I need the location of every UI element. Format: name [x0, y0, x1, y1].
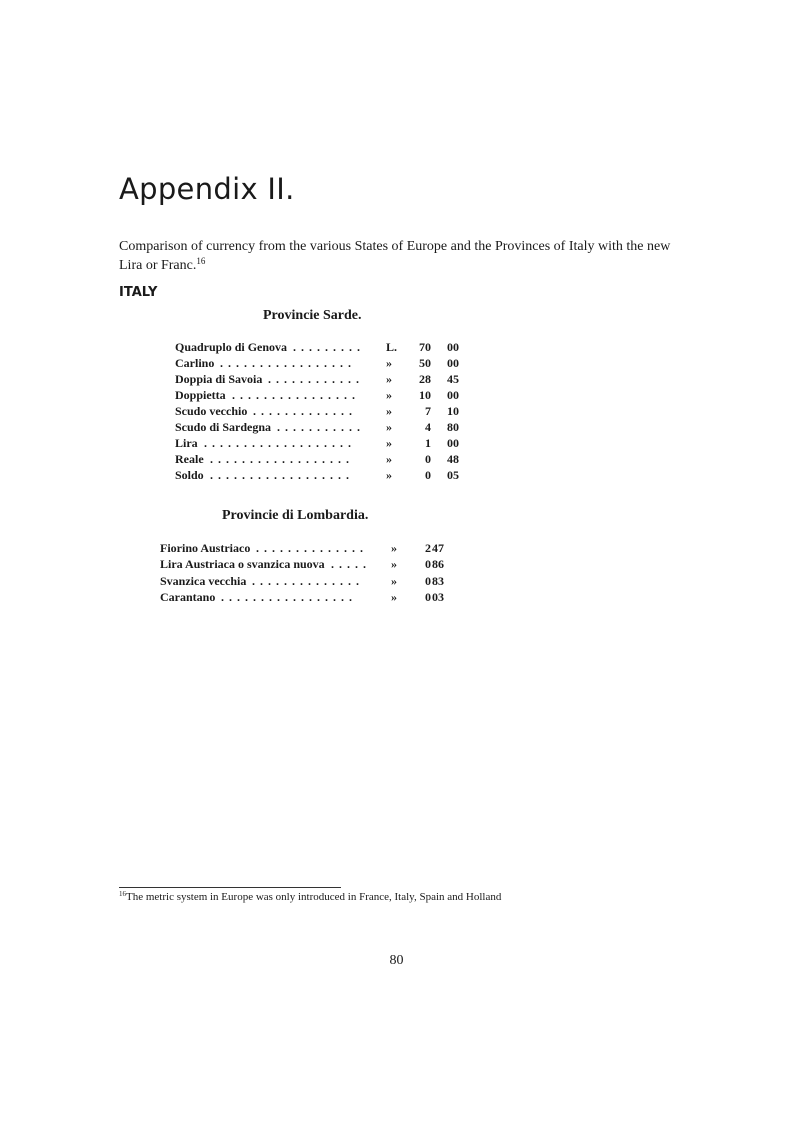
- currency-name: Carantano: [160, 589, 216, 604]
- table-row: [175, 435, 465, 451]
- dot-leader: ..................: [210, 468, 354, 482]
- value-centesimi: 48: [447, 452, 459, 466]
- value-lire: 50: [419, 356, 431, 370]
- dot-leader: ..............: [252, 573, 364, 588]
- value-centesimi: 80: [447, 420, 459, 434]
- currency-unit: »: [391, 573, 397, 588]
- dot-leader: .........: [293, 340, 365, 354]
- value-centesimi: 86: [432, 557, 444, 572]
- intro-paragraph: [119, 237, 679, 275]
- table-row: [175, 419, 465, 435]
- currency-unit: L.: [386, 340, 398, 354]
- dot-leader: ...................: [204, 436, 356, 450]
- footnote: [119, 891, 501, 903]
- table-row: [175, 403, 465, 419]
- table-row: [160, 573, 460, 589]
- currency-name: Lira: [175, 436, 198, 450]
- currency-name: Doppietta: [175, 388, 226, 402]
- value-lire: 7: [425, 404, 431, 418]
- currency-unit: »: [391, 541, 397, 555]
- section-heading-italy: ITALY: [119, 285, 158, 300]
- intro-text: Comparison of currency from the various States of Europe and the Provinces of Italy with the new Lira or Franc.: [119, 239, 671, 273]
- value-lire: 28: [419, 372, 431, 386]
- value-centesimi: 00: [447, 388, 459, 402]
- dot-leader: ............: [268, 372, 364, 386]
- dot-leader: ..............: [256, 541, 368, 555]
- value-centesimi: 83: [432, 573, 444, 588]
- currency-unit: »: [386, 436, 392, 450]
- value-lire: 10: [419, 388, 431, 402]
- currency-name: Scudo di Sardegna: [175, 420, 272, 434]
- currency-name: Svanzica vecchia: [160, 573, 247, 588]
- currency-name: Doppia di Savoia: [175, 372, 263, 386]
- dot-leader: .....: [331, 557, 371, 572]
- table-row: [160, 556, 460, 572]
- currency-unit: »: [386, 420, 392, 434]
- footnote-reference[interactable]: 16: [196, 256, 206, 266]
- dot-leader: .............: [253, 404, 357, 418]
- page-number: 80: [389, 953, 404, 968]
- currency-unit: »: [386, 404, 392, 418]
- currency-name: Carlino: [175, 356, 215, 370]
- value-lire: 0: [425, 557, 431, 572]
- dot-leader: ................: [232, 388, 360, 402]
- dot-leader: ..................: [210, 452, 354, 466]
- value-lire: 70: [419, 340, 431, 354]
- currency-unit: »: [386, 356, 392, 370]
- currency-name: Lira Austriaca o svanzica nuova: [160, 557, 325, 572]
- currency-name: Scudo vecchio: [175, 404, 248, 418]
- table-row: [160, 589, 460, 605]
- table-row: [175, 371, 465, 387]
- value-centesimi: 47: [432, 541, 444, 555]
- value-centesimi: 05: [447, 468, 459, 482]
- currency-unit: »: [391, 557, 397, 572]
- value-centesimi: 10: [447, 404, 459, 418]
- value-lire: 0: [425, 452, 431, 466]
- value-lire: 0: [425, 468, 431, 482]
- currency-name: Soldo: [175, 468, 204, 482]
- currency-unit: »: [391, 589, 397, 604]
- table-title-provincie-sarde: Provincie Sarde.: [263, 308, 362, 323]
- dot-leader: .................: [220, 356, 356, 370]
- currency-name: Fiorino Austriaco: [160, 541, 251, 555]
- currency-name: Reale: [175, 452, 204, 466]
- value-lire: 4: [425, 420, 431, 434]
- value-centesimi: 00: [447, 340, 459, 354]
- table-row: [175, 387, 465, 403]
- currency-unit: »: [386, 468, 392, 482]
- value-lire: 0: [425, 589, 431, 604]
- dot-leader: .................: [221, 589, 357, 604]
- currency-name: Quadruplo di Genova: [175, 340, 288, 354]
- table-row: [160, 540, 460, 556]
- table-title-provincie-lombardia: Provincie di Lombardia.: [222, 508, 369, 523]
- currency-unit: »: [386, 388, 392, 402]
- footnote-number: 16: [119, 890, 126, 898]
- value-centesimi: 00: [447, 436, 459, 450]
- dot-leader: ...........: [277, 420, 365, 434]
- appendix-heading: Appendix II.: [119, 172, 295, 206]
- footnote-divider: [119, 887, 341, 888]
- value-lire: 0: [425, 573, 431, 588]
- table-row: [175, 467, 465, 483]
- currency-unit: »: [386, 452, 392, 466]
- table-row: [175, 355, 465, 371]
- table-row: [175, 451, 465, 467]
- table-row: [175, 339, 465, 355]
- value-centesimi: 00: [447, 356, 459, 370]
- footnote-text: The metric system in Europe was only introduced in France, Italy, Spain and Holland: [126, 891, 502, 903]
- value-centesimi: 45: [447, 372, 459, 386]
- value-lire: 2: [425, 541, 431, 555]
- value-centesimi: 03: [432, 589, 444, 604]
- currency-unit: »: [386, 372, 392, 386]
- value-lire: 1: [425, 436, 431, 450]
